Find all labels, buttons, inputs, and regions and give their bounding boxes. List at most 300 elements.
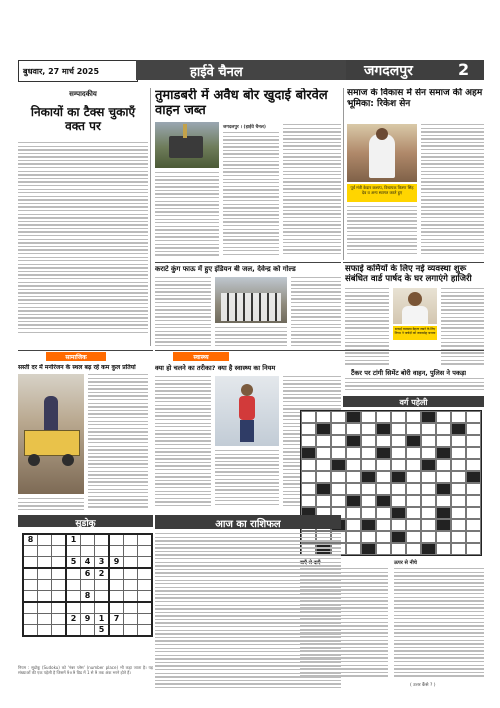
crossword-cell: [406, 471, 421, 483]
sudoku-cell: 5: [66, 557, 81, 569]
sudoku-grid: [22, 533, 153, 637]
crossword-cell: [406, 495, 421, 507]
safai-body-b: [441, 288, 484, 368]
lead-body-c: [155, 172, 219, 258]
masthead-center-bar: [136, 60, 346, 80]
health-body-c: [215, 450, 279, 510]
karate-body-b: [291, 277, 341, 349]
rashifal-section: [155, 515, 341, 695]
sudoku-cell: [95, 580, 110, 591]
crossword-cell: [466, 519, 481, 531]
sudoku-cell: 4: [81, 557, 95, 569]
sudoku-cell: [81, 546, 95, 557]
crossword-cell: [331, 447, 346, 459]
sudoku-cell: [95, 591, 110, 603]
crossword-block-cell: [346, 435, 361, 447]
crossword-cell: [421, 507, 436, 519]
crossword-cell: [346, 531, 361, 543]
sudoku-cell: [138, 580, 153, 591]
crossword-block-cell: [436, 447, 451, 459]
crossword-block-cell: [316, 423, 331, 435]
sudoku-cell: 6: [81, 568, 95, 580]
crossword-cell: [316, 495, 331, 507]
crossword-block-cell: [436, 483, 451, 495]
crossword-block-cell: [316, 483, 331, 495]
sudoku-cell: 8: [23, 534, 38, 546]
crossword-answer-note: ( उत्तर कैंसे ? ): [410, 683, 436, 688]
crossword-cell: [391, 435, 406, 447]
crossword-cell: [406, 459, 421, 471]
lead-photo: [155, 122, 219, 168]
editorial-headline: निकायों का टैक्स चुकाएँ वक्त पर: [30, 105, 136, 133]
crossword-cell: [346, 519, 361, 531]
crossword-cell: [346, 423, 361, 435]
editorial-column: [18, 88, 148, 346]
sudoku-cell: [109, 568, 124, 580]
sudoku-cell: [52, 546, 67, 557]
crossword-cell: [376, 435, 391, 447]
sudoku-cell: [52, 614, 67, 625]
crossword-block-cell: [421, 411, 436, 423]
councillor-head-shape: [408, 292, 422, 306]
crossword-cell: [301, 471, 316, 483]
health-headline: क्या हो चलने का तरीका? क्या है स्वास्थ्य का नियम: [155, 364, 276, 372]
sudoku-cell: [23, 568, 38, 580]
crossword-cell: [421, 435, 436, 447]
sudoku-cell: [66, 591, 81, 603]
masthead: [18, 60, 484, 84]
sudoku-cell: [138, 591, 153, 603]
crossword-cell: [436, 411, 451, 423]
safai-photo: [393, 288, 437, 324]
sudoku-cell: [66, 580, 81, 591]
lead-body-b: [283, 124, 341, 258]
sudoku-cell: [23, 602, 38, 614]
sudoku-row: [23, 568, 152, 580]
sudoku-row: [23, 614, 152, 625]
sudoku-row: [23, 534, 152, 546]
sudoku-cell: [109, 546, 124, 557]
sudoku-cell: [81, 625, 95, 637]
sudoku-cell: 3: [95, 557, 110, 569]
crossword-cell: [301, 411, 316, 423]
right-top-body-a: [421, 124, 484, 260]
councillor-body-shape: [402, 306, 428, 324]
crossword-cell: [451, 531, 466, 543]
karate-top-rule: [155, 262, 341, 263]
crossword-cell: [331, 435, 346, 447]
crossword-cell: [451, 483, 466, 495]
crossword-cell: [421, 519, 436, 531]
bore-mast-shape: [183, 124, 187, 138]
crossword-cell: [361, 507, 376, 519]
crossword-cell: [466, 531, 481, 543]
crossword-cell: [346, 543, 361, 555]
lead-body-a: [223, 132, 279, 258]
crossword-cell: [391, 423, 406, 435]
social-photo: [18, 374, 84, 494]
masthead-city-box: [346, 60, 484, 80]
crossword-block-cell: [361, 519, 376, 531]
crossword-block-cell: [451, 423, 466, 435]
editorial-section-label: सम्पादकीय: [69, 90, 97, 98]
sudoku-cell: [38, 568, 52, 580]
cart-wheel-left: [28, 454, 40, 466]
crossword-cell: [436, 471, 451, 483]
crossword-cell: [301, 435, 316, 447]
social-tag: सामाजिक: [65, 354, 87, 361]
crossword-title: वर्ग पहेली: [399, 398, 428, 407]
crossword-cell: [346, 447, 361, 459]
crossword-cell: [376, 519, 391, 531]
sudoku-cell: [138, 546, 153, 557]
safai-body-a: [345, 288, 389, 368]
masthead-city: जगदलपुर: [364, 63, 413, 79]
crossword-cell: [346, 483, 361, 495]
crossword-cell: [316, 435, 331, 447]
social-body-a: [88, 374, 148, 510]
crossword-cell: [421, 471, 436, 483]
crossword-cell: [451, 543, 466, 555]
karate-story: [155, 265, 341, 349]
sudoku-cell: [66, 546, 81, 557]
crossword-cell: [451, 507, 466, 519]
crossword-cell: [406, 483, 421, 495]
crossword-cell: [406, 507, 421, 519]
crossword-cell: [391, 447, 406, 459]
crossword-cell: [391, 459, 406, 471]
crossword-block-cell: [376, 495, 391, 507]
crossword-cell: [391, 483, 406, 495]
crossword-cell: [331, 411, 346, 423]
cart-wheel-right: [62, 454, 74, 466]
sudoku-cell: 9: [81, 614, 95, 625]
crossword-cell: [376, 543, 391, 555]
crossword-cell: [436, 459, 451, 471]
crossword-clues-right-heading: ऊपर से नीचे: [394, 560, 417, 566]
athletes-group-shape: [221, 293, 281, 321]
crossword-block-cell: [406, 435, 421, 447]
crossword-cell: [361, 411, 376, 423]
crossword-block-cell: [421, 543, 436, 555]
sudoku-row: [23, 602, 152, 614]
crossword-cell: [361, 447, 376, 459]
right-top-photo: [347, 124, 417, 182]
crossword-block-cell: [361, 543, 376, 555]
crossword-cell: [436, 495, 451, 507]
crossword-cell: [436, 423, 451, 435]
crossword-cell: [451, 471, 466, 483]
sudoku-cell: [124, 625, 138, 637]
crossword-cell: [391, 411, 406, 423]
sudoku-cell: [52, 625, 67, 637]
sudoku-cell: [52, 534, 67, 546]
sudoku-cell: [52, 602, 67, 614]
sudoku-section: [18, 515, 153, 695]
sudoku-cell: [124, 568, 138, 580]
crossword-cell: [376, 471, 391, 483]
crossword-cell: [376, 459, 391, 471]
crossword-cell: [421, 531, 436, 543]
sudoku-cell: [52, 580, 67, 591]
social-body-b: [18, 498, 84, 512]
sudoku-cell: 5: [95, 625, 110, 637]
crossword-block-cell: [361, 471, 376, 483]
crossword-cell: [301, 483, 316, 495]
sudoku-cell: [38, 591, 52, 603]
sudoku-cell: [23, 546, 38, 557]
crossword-block-cell: [376, 447, 391, 459]
crossword-cell: [316, 459, 331, 471]
crossword-cell: [361, 423, 376, 435]
sudoku-cell: [23, 591, 38, 603]
social-story: [18, 352, 148, 512]
health-tag: स्वास्थ्य: [193, 354, 209, 361]
sudoku-cell: [38, 546, 52, 557]
speaker-figure-shape: [369, 134, 395, 178]
speaker-head-shape: [376, 128, 388, 140]
crossword-cell: [466, 495, 481, 507]
crossword-cell: [436, 531, 451, 543]
sudoku-cell: [138, 534, 153, 546]
sudoku-cell: [109, 625, 124, 637]
crossword-cell: [421, 495, 436, 507]
crossword-cell: [376, 507, 391, 519]
walker-legs-shape: [240, 420, 254, 442]
sudoku-cell: 2: [66, 614, 81, 625]
sudoku-cell: [109, 580, 124, 591]
crossword-cell: [391, 495, 406, 507]
crossword-cell: [421, 483, 436, 495]
tanker-body: [345, 378, 484, 394]
sudoku-row: [23, 557, 152, 569]
sudoku-cell: [38, 614, 52, 625]
right-top-body-b: [347, 206, 417, 258]
crossword-block-cell: [391, 507, 406, 519]
crossword-block-cell: [391, 471, 406, 483]
crossword-cell: [346, 471, 361, 483]
crossword-block-cell: [391, 531, 406, 543]
crossword-cell: [361, 495, 376, 507]
sudoku-cell: [138, 625, 153, 637]
sudoku-cell: [52, 591, 67, 603]
crossword-block-cell: [376, 423, 391, 435]
sudoku-cell: [23, 614, 38, 625]
sudoku-cell: [109, 591, 124, 603]
crossword-cell: [391, 519, 406, 531]
crossword-cell: [316, 411, 331, 423]
sudoku-cell: [81, 602, 95, 614]
walker-body-shape: [239, 396, 255, 420]
sudoku-cell: [124, 580, 138, 591]
page-number: 2: [458, 60, 470, 79]
sudoku-cell: [38, 534, 52, 546]
sudoku-title: सुडोकू: [75, 519, 96, 529]
crossword-cell: [316, 471, 331, 483]
crossword-cell: [376, 483, 391, 495]
crossword-cell: [421, 423, 436, 435]
masthead-date: बुधवार, 27 मार्च 2025: [23, 67, 100, 76]
sudoku-cell: 1: [66, 534, 81, 546]
crossword-cell: [406, 411, 421, 423]
crossword-cell: [301, 495, 316, 507]
safai-caption-box: [393, 326, 437, 340]
safai-headline: सफाई कर्मियों के लिए नई व्यवस्था शुरू संबंधित वार्ड पार्षद के घर लगाएंगे हाजिरी: [345, 264, 472, 284]
sudoku-cell: [81, 580, 95, 591]
right-top-caption: पूर्व मंत्री केदार कश्यप, विधायक किरण सिंह देव व अन्य स्वागत करते हुए: [350, 185, 414, 196]
crossword-cell: [376, 531, 391, 543]
sudoku-row: [23, 625, 152, 637]
sudoku-cell: [23, 557, 38, 569]
crossword-cell: [406, 423, 421, 435]
safai-story: [345, 264, 484, 368]
health-photo: [215, 376, 279, 446]
crossword-block-cell: [301, 447, 316, 459]
crossword-cell: [406, 543, 421, 555]
health-body-a: [155, 376, 211, 510]
bore-truck-shape: [169, 136, 203, 158]
sudoku-cell: [124, 534, 138, 546]
crossword-cell: [451, 411, 466, 423]
sudoku-cell: [138, 614, 153, 625]
safai-caption: सफाई व्यवस्था बेहतर रखने के लिए निगम ने पार्षदों को जवाबदेह बनाया: [394, 327, 436, 335]
crossword-cell: [346, 459, 361, 471]
masthead-date-box: [18, 60, 138, 82]
sudoku-row: [23, 591, 152, 603]
crossword-block-cell: [346, 495, 361, 507]
crossword-cell: [361, 459, 376, 471]
sudoku-cell: [66, 602, 81, 614]
crossword-block-cell: [436, 519, 451, 531]
sudoku-title-bar: [18, 515, 153, 527]
sudoku-row: [23, 580, 152, 591]
crossword-cell: [331, 483, 346, 495]
sudoku-cell: [124, 557, 138, 569]
karate-photo: [215, 277, 287, 323]
crossword-cell: [301, 423, 316, 435]
social-headline: सस्ती दर में मनोरंजन के स्थल बढ़ रहे कम कुल प्रतियां: [18, 364, 136, 371]
sudoku-cell: [66, 568, 81, 580]
editorial-body: [18, 142, 148, 342]
crossword-cell: [466, 411, 481, 423]
crossword-cell: [406, 447, 421, 459]
crossword-cell: [331, 423, 346, 435]
crossword-block-cell: [421, 459, 436, 471]
sudoku-cell: [95, 546, 110, 557]
crossword-cell: [436, 435, 451, 447]
rashifal-title-bar: [155, 515, 341, 529]
sudoku-cell: [23, 580, 38, 591]
crossword-cell: [361, 531, 376, 543]
sudoku-cell: [124, 591, 138, 603]
crossword-cell: [361, 483, 376, 495]
cart-shape: [24, 430, 80, 456]
crossword-block-cell: [331, 459, 346, 471]
right-top-caption-box: [347, 184, 417, 202]
crossword-cell: [316, 447, 331, 459]
sudoku-cell: [38, 625, 52, 637]
sudoku-cell: [138, 557, 153, 569]
right-divider: [343, 88, 344, 260]
lead-headline: तुमाडबरी में अवैध बोर खुदाई बोरवेल वाहन जब्त: [155, 88, 328, 118]
crossword-block-cell: [436, 507, 451, 519]
sudoku-cell: [38, 602, 52, 614]
crossword-cell: [331, 495, 346, 507]
crossword-cell: [451, 519, 466, 531]
sudoku-cell: [138, 602, 153, 614]
lead-story: [155, 88, 341, 260]
rashifal-body: [155, 533, 341, 695]
crossword-cell: [406, 519, 421, 531]
crossword-cell: [451, 447, 466, 459]
sudoku-cell: 7: [109, 614, 124, 625]
crossword-cell: [466, 543, 481, 555]
crossword-cell: [361, 435, 376, 447]
sudoku-cell: [66, 625, 81, 637]
sudoku-cell: 8: [81, 591, 95, 603]
sudoku-cell: [138, 568, 153, 580]
crossword-cell: [421, 447, 436, 459]
karate-body-c: [215, 327, 287, 349]
sudoku-cell: [38, 580, 52, 591]
crossword-cell: [346, 507, 361, 519]
karate-body-a: [155, 277, 211, 349]
sudoku-cell: [38, 557, 52, 569]
sudoku-cell: [109, 534, 124, 546]
sudoku-instructions: नियम : सुडोकू (Sudoku) को 'नंबर प्लेस' (number place) भी कहा जाता है। यह संख्याओं की एक पहेली है जिसमें 9×9 ग्रिड में 1 से 9 तक अंक भरने होते हैं।: [18, 665, 153, 676]
crossword-title-bar: [343, 396, 484, 407]
sudoku-cell: 9: [109, 557, 124, 569]
lead-byline: जगदलपुर । (हाईवे चैनल): [223, 125, 266, 130]
editorial-divider: [150, 88, 151, 346]
sudoku-cell: 2: [95, 568, 110, 580]
crossword-cell: [466, 447, 481, 459]
sudoku-cell: [124, 602, 138, 614]
right-top-story: [347, 88, 484, 260]
tanker-top-rule: [155, 350, 484, 351]
crossword-block-cell: [346, 411, 361, 423]
health-tag-box: [173, 352, 229, 361]
crossword-cell: [466, 507, 481, 519]
crossword-cell: [406, 531, 421, 543]
crossword-cell: [466, 435, 481, 447]
crossword-cell: [331, 471, 346, 483]
sudoku-cell: [23, 625, 38, 637]
rashifal-title: आज का राशिफल: [215, 519, 281, 530]
crossword-cell: [451, 435, 466, 447]
masthead-channel: हाईवे चैनल: [190, 65, 243, 80]
sudoku-cell: [52, 557, 67, 569]
tanker-headline: टैंकर पर टांगी सिमेंट बोरी वाहन, पुलिस ने पकड़ा: [351, 369, 467, 377]
social-tag-box: [46, 352, 106, 361]
sudoku-cell: [95, 534, 110, 546]
sudoku-cell: [109, 602, 124, 614]
sudoku-cell: 1: [95, 614, 110, 625]
crossword-clues-right: [394, 568, 484, 680]
lower-band-rule: [18, 350, 153, 351]
sudoku-cell: [95, 602, 110, 614]
crossword-cell: [301, 459, 316, 471]
sudoku-cell: [52, 568, 67, 580]
crossword-cell: [391, 543, 406, 555]
crossword-cell: [466, 423, 481, 435]
crossword-cell: [466, 459, 481, 471]
sudoku-cell: [124, 546, 138, 557]
karate-headline: कराटे कुंग फाऊ में हुए इंडियन बी जल, देवेन्द्र को गोल्ड: [155, 265, 296, 273]
crossword-cell: [466, 483, 481, 495]
walker-head-shape: [241, 384, 253, 396]
safai-top-rule: [343, 262, 484, 263]
